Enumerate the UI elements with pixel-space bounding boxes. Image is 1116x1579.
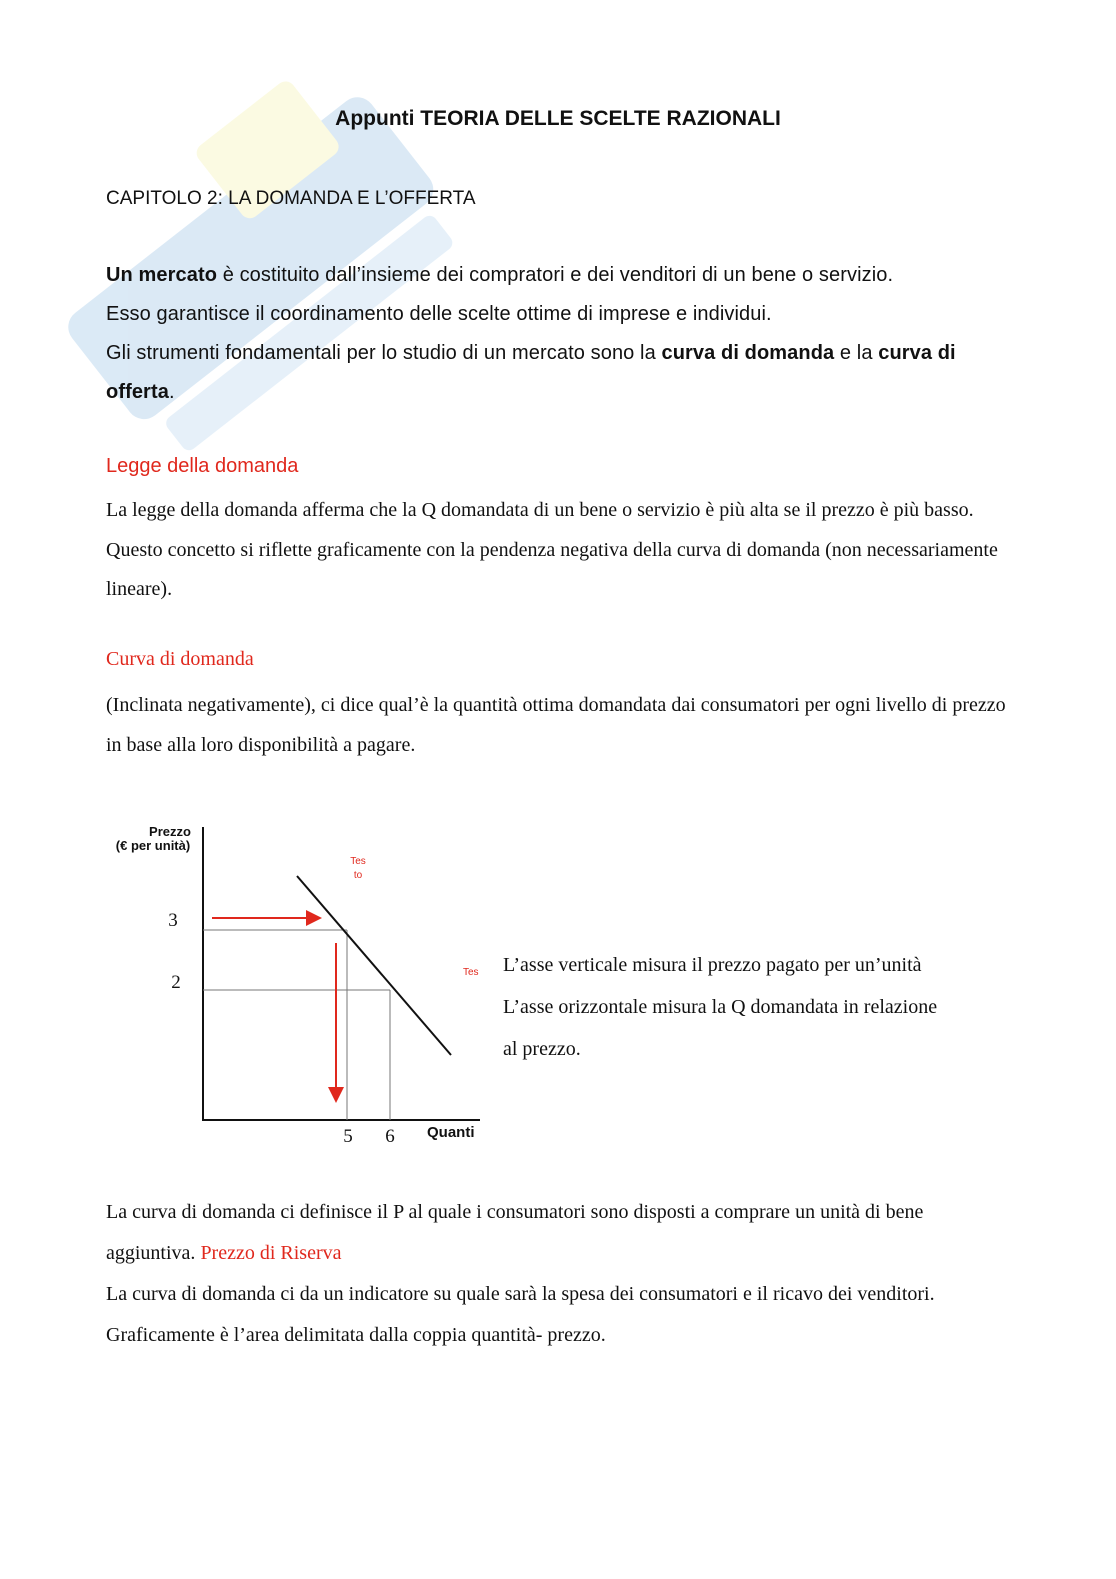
bottom-section (106, 1192, 1006, 1356)
annotation-top-line2: to (353, 870, 363, 881)
bottom-paragraph-2: La curva di domanda ci da un indicatore su quale sarà la spesa dei consumatori e il ricavo dei venditori. Graficamente è l’area delimitata dalla coppia quantità- prezzo. (106, 1283, 935, 1346)
intro-bold-term: Un mercato (106, 264, 218, 286)
intro-paragraph-3: Gli strumenti fondamentali per lo studio di un mercato sono la curva di domanda e la curva di offerta. (106, 342, 956, 403)
legge-heading: Legge della domanda (106, 455, 299, 477)
intro-paragraph-1: Un mercato è costituito dall’insieme dei compratori e dei venditori di un bene o servizio. (106, 264, 894, 286)
axis-explanation (503, 944, 1023, 1070)
document-title: Appunti TEORIA DELLE SCELTE RAZIONALI (335, 107, 781, 130)
x-axis-label: Quanti (427, 1124, 475, 1141)
curva-paragraph: (Inclinata negativamente), ci dice qual’è la quantità ottima domandata dai consumatori per ogni livello di prezzo in base alla loro disponibilità a pagare. (106, 694, 1006, 756)
intro-paragraph-2: Esso garantisce il coordinamento delle scelte ottime di imprese e individui. (106, 303, 772, 325)
axis-note-line-2: L’asse orizzontale misura la Q domandata in relazione (503, 996, 938, 1018)
x-tick-6: 6 (385, 1126, 395, 1147)
annotation-top-line1: Tes (350, 856, 366, 867)
y-axis-label-line1: Prezzo (149, 824, 191, 839)
demand-curve (297, 876, 451, 1055)
axis-note-line-3: al prezzo. (503, 1038, 581, 1060)
y-axis-label-line2: (€ per unità) (115, 838, 191, 853)
axis-note-line-1: L’asse verticale misura il prezzo pagato per un’unità (503, 954, 922, 976)
x-tick-5: 5 (343, 1126, 353, 1147)
chapter-heading: CAPITOLO 2: LA DOMANDA E L’OFFERTA (106, 188, 476, 209)
legge-paragraph: La legge della domanda afferma che la Q domandata di un bene o servizio è più alta se il prezzo è più basso. Questo concetto si riflette graficamente con la pendenza negativa della curva di domanda (non necessariamente lineare). (106, 499, 998, 600)
y-tick-2: 2 (171, 972, 181, 993)
curva-heading: Curva di domanda (106, 648, 254, 670)
demand-chart (100, 815, 490, 1155)
annotation-side: Tes (463, 967, 479, 978)
y-tick-3: 3 (168, 910, 178, 931)
prezzo-riserva-term: Prezzo di Riserva (200, 1242, 342, 1264)
intro-section (106, 256, 1006, 412)
bottom-paragraph-1: La curva di domanda ci definisce il P al quale i consumatori sono disposti a comprare un unità di bene aggiuntiva. Prezzo di Riserva (106, 1201, 924, 1264)
